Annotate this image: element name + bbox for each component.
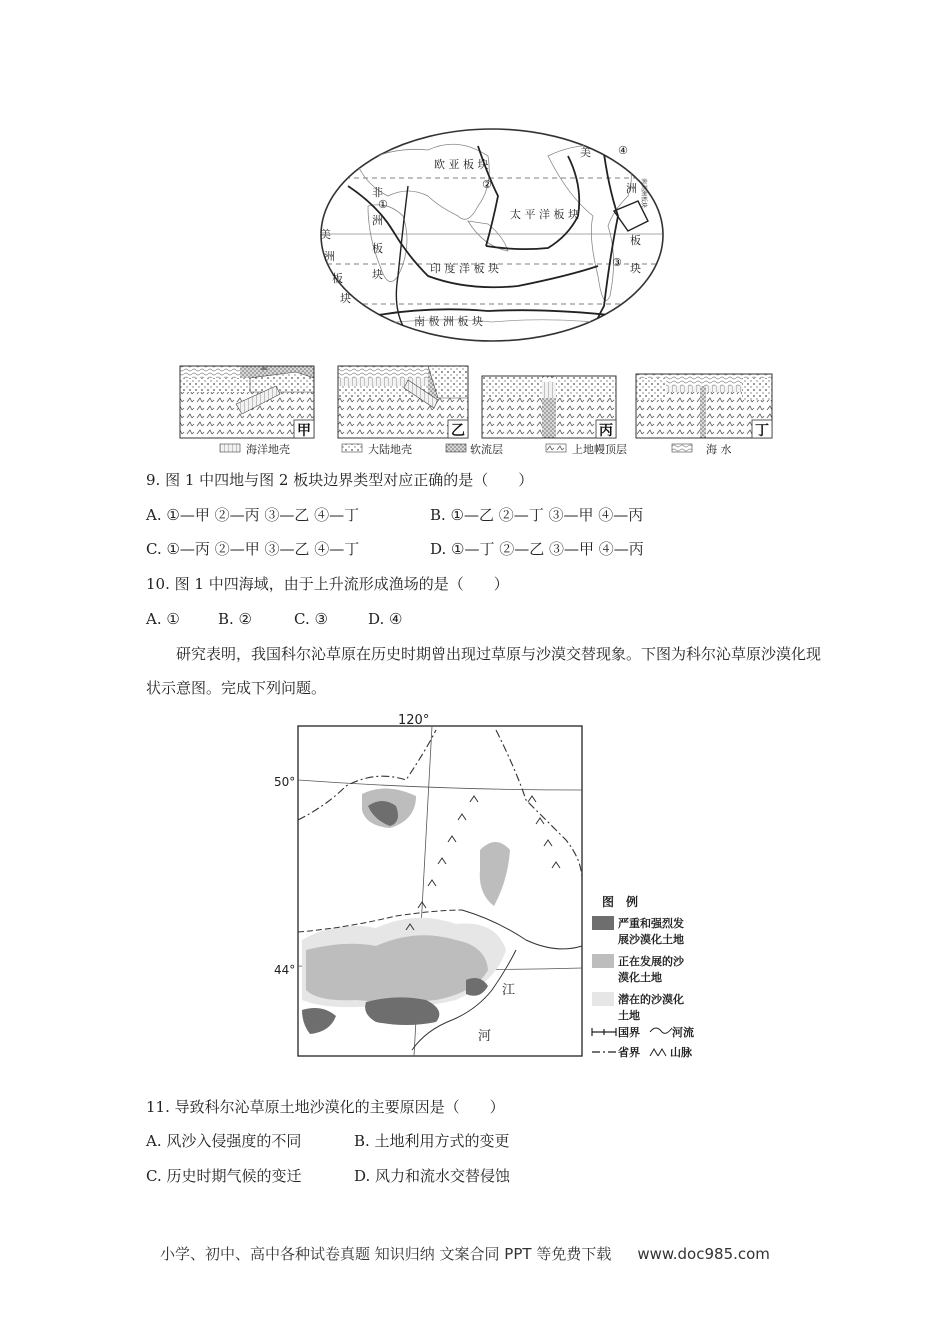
question-9-option-c[interactable]: C. ①—丙 ②—甲 ③—乙 ④—丁 <box>146 540 360 558</box>
passage-horqin: 研究表明，我国科尔沁草原在历史时期曾出现过草原与沙漠交替现象。下图为科尔沁草原沙漠化现状示意图。完成下列问题。 <box>146 645 822 697</box>
legend-severe-line1: 严重和强烈发 <box>618 917 684 930</box>
plate-africa-label-1: 非 <box>372 186 383 199</box>
latitude-label-50: 50° <box>274 775 296 789</box>
legend-provincial-border: 省界 <box>618 1046 640 1059</box>
map-legend <box>592 894 694 1059</box>
question-10-option-b[interactable]: B. ② <box>218 610 253 628</box>
legend-severe-line2: 展沙漠化土地 <box>618 933 684 946</box>
marker-2: ② <box>482 178 492 191</box>
legend-river: 河流 <box>672 1026 694 1039</box>
legend-ocean-crust: 海洋地壳 <box>246 443 290 456</box>
legend-upper-mantle: 上地幔顶层 <box>572 443 627 456</box>
legend-developing-line2: 漠化土地 <box>618 971 662 984</box>
legend-potential-line1: 潜在的沙漠化 <box>618 993 684 1006</box>
question-11-option-c[interactable]: C. 历史时期气候的变迁 <box>146 1167 302 1185</box>
legend-title: 图 例 <box>602 895 639 909</box>
legend-asthenosphere: 软流层 <box>470 443 503 456</box>
plate-boundary-sections <box>176 364 780 458</box>
plate-indian-label: 印 度 洋 板 块 <box>430 262 499 275</box>
page-footer <box>160 1243 770 1264</box>
plate-america-left-label-1: 美 <box>320 228 331 241</box>
section-jia <box>180 366 314 439</box>
question-11-stem: 11. 导致科尔沁草原土地沙漠化的主要原因是（ ） <box>146 1098 505 1116</box>
section-ding <box>636 374 772 439</box>
section-label-yi: 乙 <box>451 423 465 439</box>
plate-world-map <box>318 126 666 344</box>
marker-1: ① <box>378 198 388 211</box>
plate-america-right-label-4: 块 <box>630 262 641 275</box>
footer-text: 小学、初中、高中各种试卷真题 知识归纳 文案合同 PPT 等免费下载 <box>160 1245 612 1263</box>
legend-seawater: 海 水 <box>706 443 732 456</box>
legend-potential-line2: 土地 <box>618 1009 640 1022</box>
question-11-option-d[interactable]: D. 风力和流水交替侵蚀 <box>354 1167 511 1185</box>
footer-url[interactable]: www.doc985.com <box>637 1245 770 1263</box>
legend-swatch-potential <box>592 992 614 1006</box>
plate-america-left-label-3: 板 <box>332 272 343 285</box>
question-10-option-a[interactable]: A. ① <box>146 610 180 628</box>
plate-america-right-label-3: 板 <box>630 234 641 247</box>
question-11-option-b[interactable]: B. 土地利用方式的变更 <box>354 1132 510 1150</box>
plate-eurasia-label: 欧 亚 板 块 <box>434 158 489 171</box>
section-label-ding: 丁 <box>755 423 769 439</box>
section-bing <box>482 376 616 439</box>
legend-swatch-severe <box>592 916 614 930</box>
section-label-bing: 丙 <box>599 423 613 439</box>
plate-africa-label-4: 块 <box>372 268 383 281</box>
section-label-jia: 甲 <box>297 423 311 439</box>
question-10-option-c[interactable]: C. ③ <box>294 610 328 628</box>
question-11-option-a[interactable]: A. 风沙入侵强度的不同 <box>146 1132 302 1150</box>
question-10-stem: 10. 图 1 中四海域，由于上升流形成渔场的是（ ） <box>146 575 509 593</box>
question-9-option-b[interactable]: B. ①—乙 ②—丁 ③—甲 ④—丙 <box>430 506 644 524</box>
marker-4: ④ <box>618 144 628 157</box>
plate-america-right-label-2: 洲 <box>626 182 637 195</box>
legend-mountain: 山脉 <box>670 1046 692 1059</box>
latitude-label-44: 44° <box>274 963 296 977</box>
question-9-option-d[interactable]: D. ①—丁 ②—乙 ③—甲 ④—丙 <box>430 540 644 558</box>
section-legend <box>220 442 732 456</box>
question-10-option-d[interactable]: D. ④ <box>368 610 403 628</box>
map-label-he: 河 <box>478 1029 492 1044</box>
horqin-desertification-map <box>266 710 726 1066</box>
section-yi <box>338 366 468 439</box>
plate-america-left-label-4: 块 <box>340 292 351 305</box>
legend-national-border: 国界 <box>618 1026 640 1039</box>
legend-swatch-developing <box>592 954 614 968</box>
legend-developing-line1: 正在发展的沙 <box>618 955 684 968</box>
marker-3: ③ <box>612 256 622 269</box>
plate-small-label: 南美洲板块 <box>640 178 647 209</box>
plate-pacific-label: 太 平 洋 板 块 <box>510 208 579 221</box>
map-label-jiang: 江 <box>502 983 516 998</box>
legend-continental-crust: 大陆地壳 <box>368 443 412 456</box>
plate-america-left-label-2: 洲 <box>324 250 335 263</box>
plate-antarctic-label: 南 极 洲 板 块 <box>414 315 483 328</box>
question-9-option-a[interactable]: A. ①—甲 ②—丙 ③—乙 ④—丁 <box>146 506 360 524</box>
plate-america-right-label-1: 美 <box>580 146 591 159</box>
plate-africa-label-2: 洲 <box>372 214 383 227</box>
plate-africa-label-3: 板 <box>372 242 383 255</box>
longitude-label: 120° <box>398 713 430 728</box>
question-9-stem: 9. 图 1 中四地与图 2 板块边界类型对应正确的是（ ） <box>146 471 534 489</box>
